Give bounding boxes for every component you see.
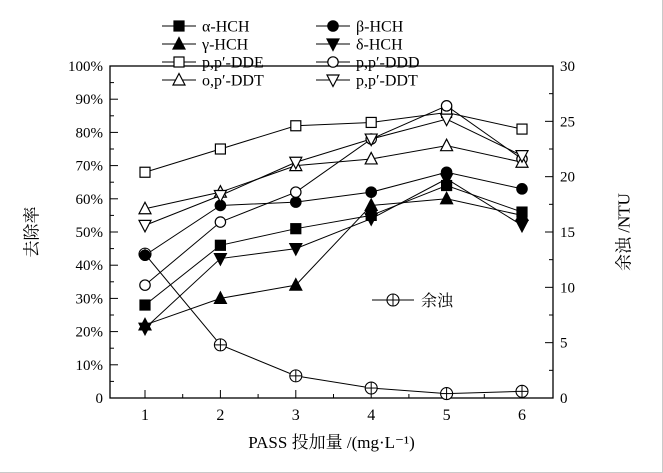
right-tick-label: 15 [560,225,575,241]
x-tick-label: 4 [367,407,376,424]
series-markers-余浊 [139,248,528,399]
series-markers-δ-HCH [139,174,528,335]
legend-label: p,p′-DDD [356,54,420,72]
series-markers-p,p′-DDT [139,114,528,232]
axis-ticks [110,66,553,398]
series-markers-β-HCH [140,167,527,260]
left-tick-label: 20% [75,324,103,341]
legend-item [162,73,264,90]
y-axis-title-left: 去除率 [22,206,42,258]
left-tick-label: 80% [75,125,103,142]
left-tick-label: 40% [75,258,103,275]
y-axis-title-right: 余浊 /NTU [614,193,634,271]
legend [162,19,420,90]
legend-item [316,73,418,90]
legend-label: α-HCH [202,18,250,36]
legend-label: δ-HCH [356,36,403,54]
left-tick-label: 90% [75,92,103,109]
legend-item [162,37,249,54]
legend-item [162,55,264,72]
right-tick-label: 10 [560,280,575,297]
series-line-p,p′-DDT [145,119,522,225]
left-tick-label: 10% [75,357,103,374]
x-axis-title: PASS 投加量 /(mg·L⁻¹) [248,433,415,452]
legend-label: γ-HCH [202,36,249,54]
right-tick-label: 20 [560,169,575,186]
legend-label: o,p′-DDT [202,72,264,90]
legend-label: p,p′-DDT [356,72,418,90]
series-line-p,p′-DDD [145,106,522,285]
left-tick-label: 60% [75,191,103,208]
legend-label: β-HCH [356,18,404,36]
legend-item [316,55,420,72]
left-tick-label: 0 [95,391,103,407]
right-tick-label: 30 [560,59,575,75]
series-markers-p,p′-DDE [140,107,527,177]
legend-label: p,p′-DDE [202,54,264,72]
series-lines [145,106,522,394]
legend-item [316,37,403,54]
x-tick-label: 6 [518,407,526,424]
inline-legend-label: 余浊 [421,293,454,310]
left-tick-label: 100% [68,59,103,75]
series-markers-γ-HCH [139,192,528,330]
left-tick-label: 30% [75,291,103,308]
x-tick-label: 3 [291,407,300,424]
left-tick-label: 70% [75,158,103,175]
axis-tick-labels [68,59,575,424]
inline-legend [372,292,454,310]
legend-item [316,19,404,36]
legend-item [162,19,250,36]
right-tick-label: 25 [560,114,575,131]
right-tick-label: 5 [560,335,568,352]
x-tick-label: 2 [216,407,225,424]
x-tick-label: 5 [442,407,451,424]
series-line-余浊 [145,254,522,393]
series-markers-p,p′-DDD [140,101,527,291]
plot-box [110,66,553,398]
series-line-β-HCH [145,172,522,255]
x-tick-label: 1 [141,407,149,424]
series-line-δ-HCH [145,179,522,328]
series-line-p,p′-DDE [145,112,522,172]
right-tick-label: 0 [560,391,568,407]
left-tick-label: 50% [75,225,103,241]
